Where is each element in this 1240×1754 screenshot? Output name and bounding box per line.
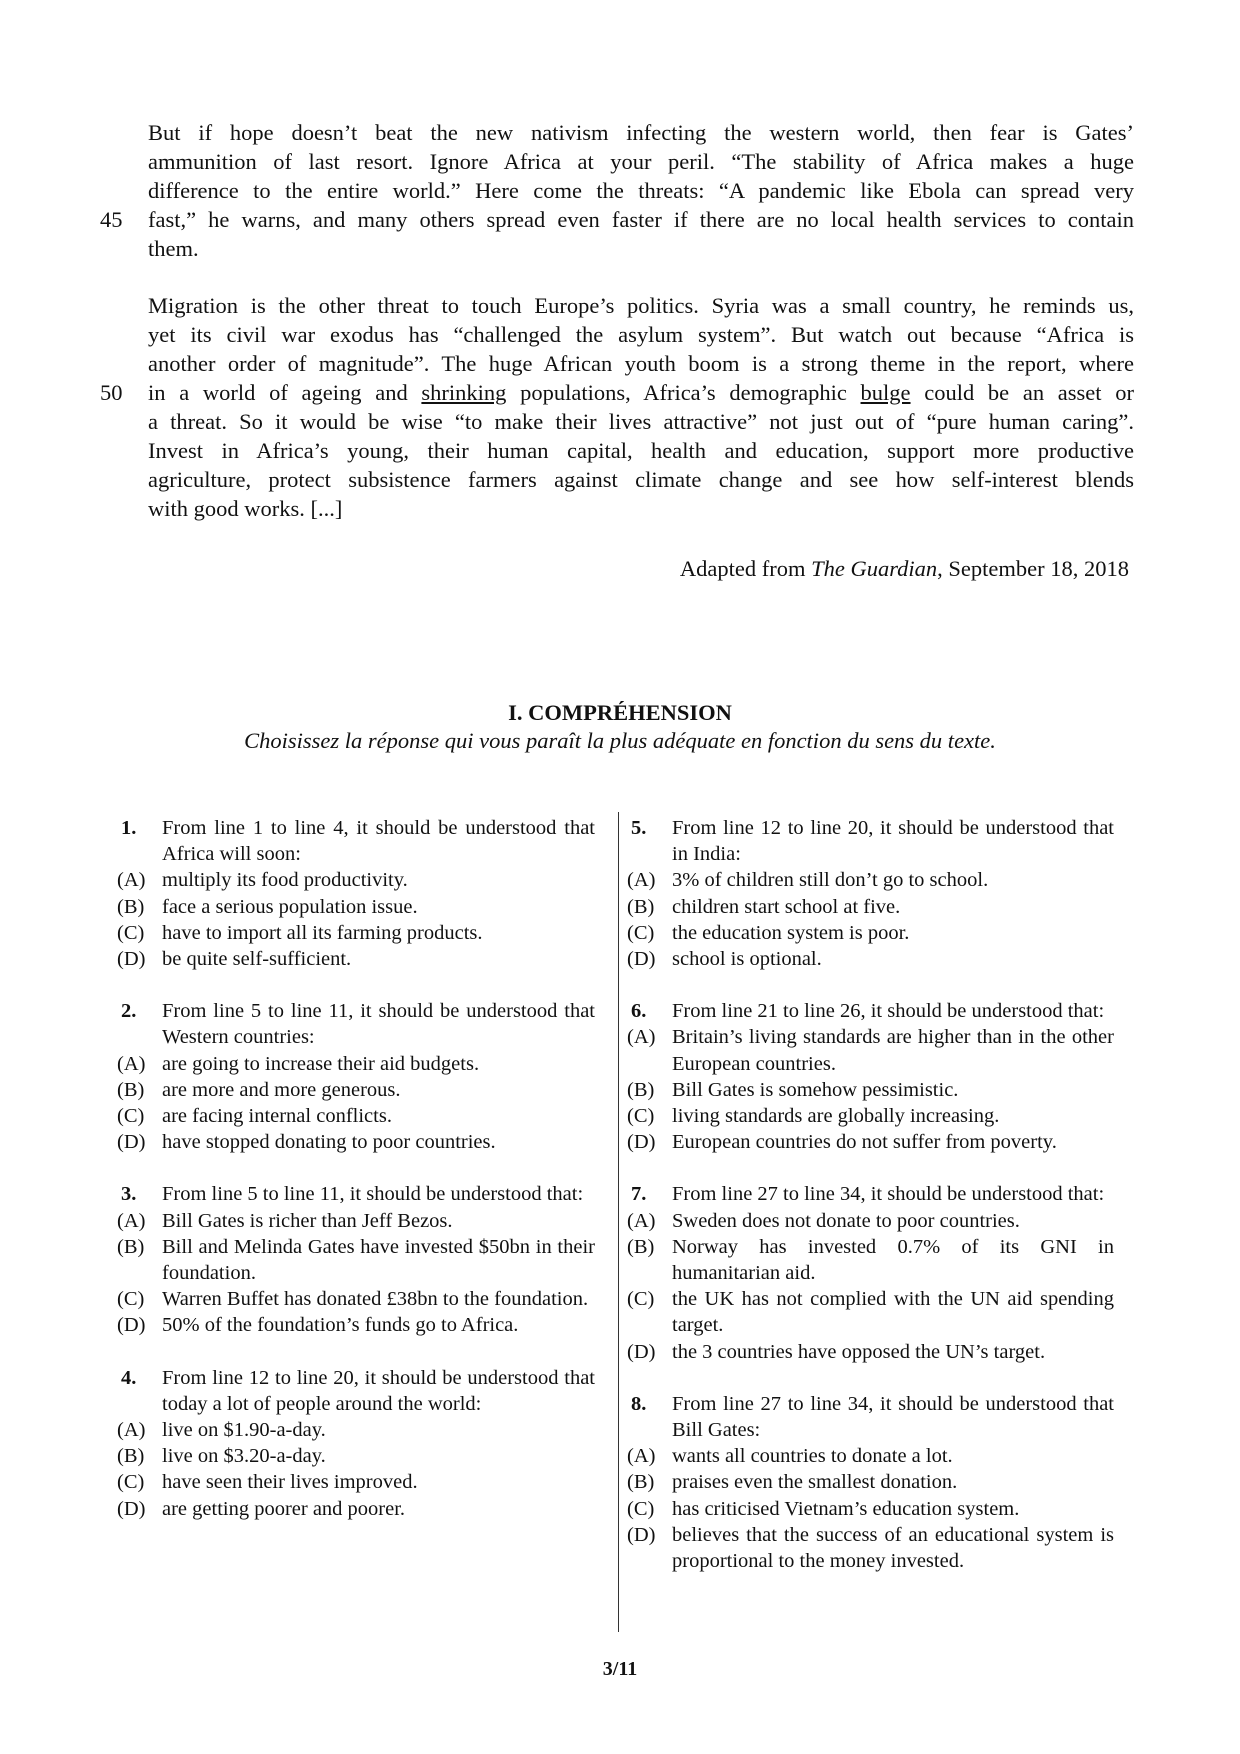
option-text: Bill and Melinda Gates have invested $50bn in their foundation. — [162, 1235, 595, 1285]
option-letter: (D) — [117, 1497, 146, 1520]
answer-option — [117, 1234, 595, 1286]
option-letter: (C) — [117, 1471, 145, 1494]
option-text: have to import all its farming products. — [162, 921, 483, 944]
passage-line — [100, 205, 1134, 234]
option-letter: (A) — [117, 1419, 146, 1442]
option-letter: (C) — [627, 1105, 655, 1128]
passage-line-text: fast,” he warns, and many others spread even faster if there are no local health services to contain — [148, 207, 1134, 232]
answer-option — [117, 1286, 595, 1312]
option-letter: (B) — [117, 1235, 145, 1258]
option-letter: (D) — [117, 948, 146, 971]
answer-option — [627, 1234, 1114, 1286]
option-letter: (C) — [117, 1288, 145, 1311]
underlined-word-bulge: bulge — [860, 380, 911, 405]
option-letter: (B) — [117, 1078, 145, 1101]
option-text: are more and more generous. — [162, 1078, 401, 1101]
passage-line — [100, 378, 1134, 407]
option-letter: (D) — [627, 948, 656, 971]
option-text: 3% of children still don’t go to school. — [672, 869, 989, 892]
question-number: 8. — [631, 1392, 647, 1415]
line-number-50: 50 — [100, 380, 123, 405]
answer-option — [627, 920, 1114, 946]
answer-option — [117, 1208, 595, 1234]
passage-line: Migration is the other threat to touch Europe’s politics. Syria was a small country, he reminds us, — [148, 293, 1134, 318]
option-letter: (B) — [627, 1235, 655, 1258]
question-number: 6. — [631, 1000, 647, 1023]
passage-line: them. — [148, 236, 199, 261]
page-number: 3/11 — [602, 1658, 638, 1680]
passage-line: difference to the entire world.” Here come the threats: “A pandemic like Ebola can spread very — [148, 178, 1134, 203]
answer-option — [627, 1103, 1114, 1129]
question-6 — [627, 998, 1114, 1155]
option-letter: (A) — [117, 1052, 146, 1075]
passage-line: yet its civil war exodus has “challenged the asylum system”. But watch out because “Africa is — [148, 322, 1134, 347]
option-text: Bill Gates is somehow pessimistic. — [672, 1078, 959, 1101]
answer-option — [627, 1129, 1114, 1155]
question-text: From line 21 to line 26, it should be understood that: — [672, 1000, 1105, 1023]
answer-option — [627, 1024, 1114, 1076]
option-letter: (A) — [627, 1445, 656, 1468]
question-number: 1. — [121, 817, 137, 839]
passage-line: Invest in Africa’s young, their human capital, health and education, support more productive — [148, 438, 1134, 463]
answer-option — [117, 894, 595, 920]
answer-option — [117, 1469, 595, 1495]
option-text: Warren Buffet has donated £38bn to the foundation. — [162, 1288, 589, 1311]
answer-option — [117, 1417, 595, 1443]
question-text: From line 27 to line 34, it should be understood that: — [672, 1183, 1105, 1206]
question-text: From line 27 to line 34, it should be understood that Bill Gates: — [672, 1392, 1114, 1442]
question-stem — [627, 1391, 1114, 1443]
question-number: 4. — [121, 1366, 137, 1389]
option-letter: (C) — [627, 921, 655, 944]
option-letter: (D) — [117, 1314, 146, 1337]
answer-option — [117, 867, 595, 893]
question-text: From line 12 to line 20, it should be understood that today a lot of people around the world: — [162, 1366, 595, 1415]
question-stem — [117, 815, 595, 867]
option-letter: (C) — [627, 1497, 655, 1520]
option-text: multiply its food productivity. — [162, 869, 408, 892]
passage-text-fragment: could be an asset or — [910, 380, 1134, 405]
answer-option — [117, 1051, 595, 1077]
answer-option — [627, 1286, 1114, 1338]
option-letter: (C) — [627, 1288, 655, 1311]
option-text: children start school at five. — [672, 895, 901, 918]
answer-option — [117, 946, 595, 972]
passage-line: agriculture, protect subsistence farmers against climate change and see how self-interest blends — [148, 467, 1134, 492]
option-text: be quite self-sufficient. — [162, 948, 352, 971]
option-letter: (A) — [627, 869, 656, 892]
column-divider — [618, 812, 619, 1632]
option-letter: (A) — [117, 1209, 146, 1232]
answer-option — [627, 1077, 1114, 1103]
answer-option — [117, 1312, 595, 1338]
question-number: 2. — [121, 1000, 137, 1023]
question-number: 5. — [631, 817, 647, 839]
question-text: From line 5 to line 11, it should be understood that: — [162, 1183, 584, 1206]
option-text: European countries do not suffer from poverty. — [672, 1131, 1057, 1154]
answer-option — [627, 946, 1114, 972]
option-text: live on $1.90-a-day. — [162, 1419, 326, 1442]
source-date: , September 18, 2018 — [937, 556, 1129, 581]
answer-option — [627, 1469, 1114, 1495]
passage-line: ammunition of last resort. Ignore Africa at your peril. “The stability of Africa makes a huge — [148, 149, 1134, 174]
answer-option — [117, 1103, 595, 1129]
option-text: are facing internal conflicts. — [162, 1105, 392, 1128]
underlined-word-shrinking: shrinking — [421, 380, 507, 405]
option-letter: (A) — [627, 1209, 656, 1232]
section-title: I. COMPRÉHENSION — [508, 700, 732, 725]
option-letter: (D) — [627, 1523, 656, 1546]
option-letter: (A) — [627, 1026, 656, 1049]
answer-option — [627, 1496, 1114, 1522]
question-text: From line 1 to line 4, it should be understood that Africa will soon: — [162, 817, 595, 866]
passage-line: with good works. [...] — [148, 496, 343, 521]
option-text: believes that the success of an educational system is proportional to the money invested. — [672, 1523, 1114, 1573]
option-letter: (D) — [117, 1131, 146, 1154]
option-text: 50% of the foundation’s funds go to Africa. — [162, 1314, 519, 1337]
question-7 — [627, 1181, 1114, 1364]
option-text: the 3 countries have opposed the UN’s target. — [672, 1340, 1046, 1363]
answer-option — [627, 1443, 1114, 1469]
line-number-45: 45 — [100, 207, 123, 232]
question-stem — [627, 1181, 1114, 1207]
passage-text-fragment: populations, Africa’s demographic — [506, 380, 861, 405]
option-text: Norway has invested 0.7% of its GNI in humanitarian aid. — [672, 1235, 1114, 1285]
option-text: have seen their lives improved. — [162, 1471, 418, 1494]
passage-line: another order of magnitude”. The huge African youth boom is a strong theme in the report, where — [148, 351, 1134, 376]
questions-right-column — [627, 815, 1114, 1600]
answer-option — [627, 894, 1114, 920]
question-number: 3. — [121, 1183, 137, 1206]
answer-option — [117, 1077, 595, 1103]
option-text: face a serious population issue. — [162, 895, 418, 918]
question-stem — [627, 998, 1114, 1024]
question-1 — [117, 815, 595, 972]
section-instructions: Choisissez la réponse qui vous paraît la plus adéquate en fonction du sens du texte. — [244, 728, 996, 753]
option-text: Sweden does not donate to poor countries. — [672, 1209, 1020, 1232]
source-citation — [680, 556, 1129, 582]
option-text: school is optional. — [672, 948, 822, 971]
answer-option — [117, 1443, 595, 1469]
answer-option — [117, 920, 595, 946]
answer-option — [627, 867, 1114, 893]
option-text: Bill Gates is richer than Jeff Bezos. — [162, 1209, 453, 1232]
option-text: wants all countries to donate a lot. — [672, 1445, 953, 1468]
answer-option — [117, 1129, 595, 1155]
answer-option — [117, 1496, 595, 1522]
option-letter: (B) — [627, 1078, 655, 1101]
questions-left-column — [117, 815, 595, 1548]
answer-option — [627, 1208, 1114, 1234]
option-text: has criticised Vietnam’s education system. — [672, 1497, 1020, 1520]
passage-line: But if hope doesn’t beat the new nativism infecting the western world, then fear is Gates’ — [148, 120, 1134, 145]
question-stem — [117, 1365, 595, 1417]
option-letter: (B) — [627, 895, 655, 918]
question-8 — [627, 1391, 1114, 1574]
option-text: the UK has not complied with the UN aid spending target. — [672, 1288, 1114, 1337]
option-text: living standards are globally increasing. — [672, 1105, 1000, 1128]
passage-text-fragment: in a world of ageing and — [148, 380, 422, 405]
option-text: the education system is poor. — [672, 921, 910, 944]
question-text: From line 5 to line 11, it should be understood that Western countries: — [162, 1000, 595, 1049]
source-publication: The Guardian — [811, 556, 938, 581]
question-3 — [117, 1181, 595, 1338]
option-text: live on $3.20-a-day. — [162, 1445, 326, 1468]
option-letter: (D) — [627, 1340, 656, 1363]
option-text: are getting poorer and poorer. — [162, 1497, 406, 1520]
question-number: 7. — [631, 1183, 647, 1206]
question-text: From line 12 to line 20, it should be understood that in India: — [672, 817, 1114, 866]
option-text: have stopped donating to poor countries. — [162, 1131, 496, 1154]
option-letter: (D) — [627, 1131, 656, 1154]
question-5 — [627, 815, 1114, 972]
answer-option — [627, 1339, 1114, 1365]
option-text: are going to increase their aid budgets. — [162, 1052, 480, 1075]
question-stem — [117, 1181, 595, 1207]
option-letter: (A) — [117, 869, 146, 892]
passage-line: a threat. So it would be wise “to make their lives attractive” not just out of “pure human caring”. — [148, 409, 1134, 434]
passage-paragraph-1 — [100, 118, 1134, 263]
option-text: Britain’s living standards are higher than in the other European countries. — [672, 1026, 1114, 1075]
option-letter: (B) — [117, 895, 145, 918]
question-stem — [117, 998, 595, 1050]
option-letter: (C) — [117, 1105, 145, 1128]
question-2 — [117, 998, 595, 1155]
passage-paragraph-2 — [100, 291, 1134, 523]
option-text: praises even the smallest donation. — [672, 1471, 958, 1494]
question-stem — [627, 815, 1114, 867]
option-letter: (C) — [117, 921, 145, 944]
question-4 — [117, 1365, 595, 1522]
answer-option — [627, 1522, 1114, 1574]
option-letter: (B) — [117, 1445, 145, 1468]
option-letter: (B) — [627, 1471, 655, 1494]
source-prefix: Adapted from — [679, 556, 812, 581]
